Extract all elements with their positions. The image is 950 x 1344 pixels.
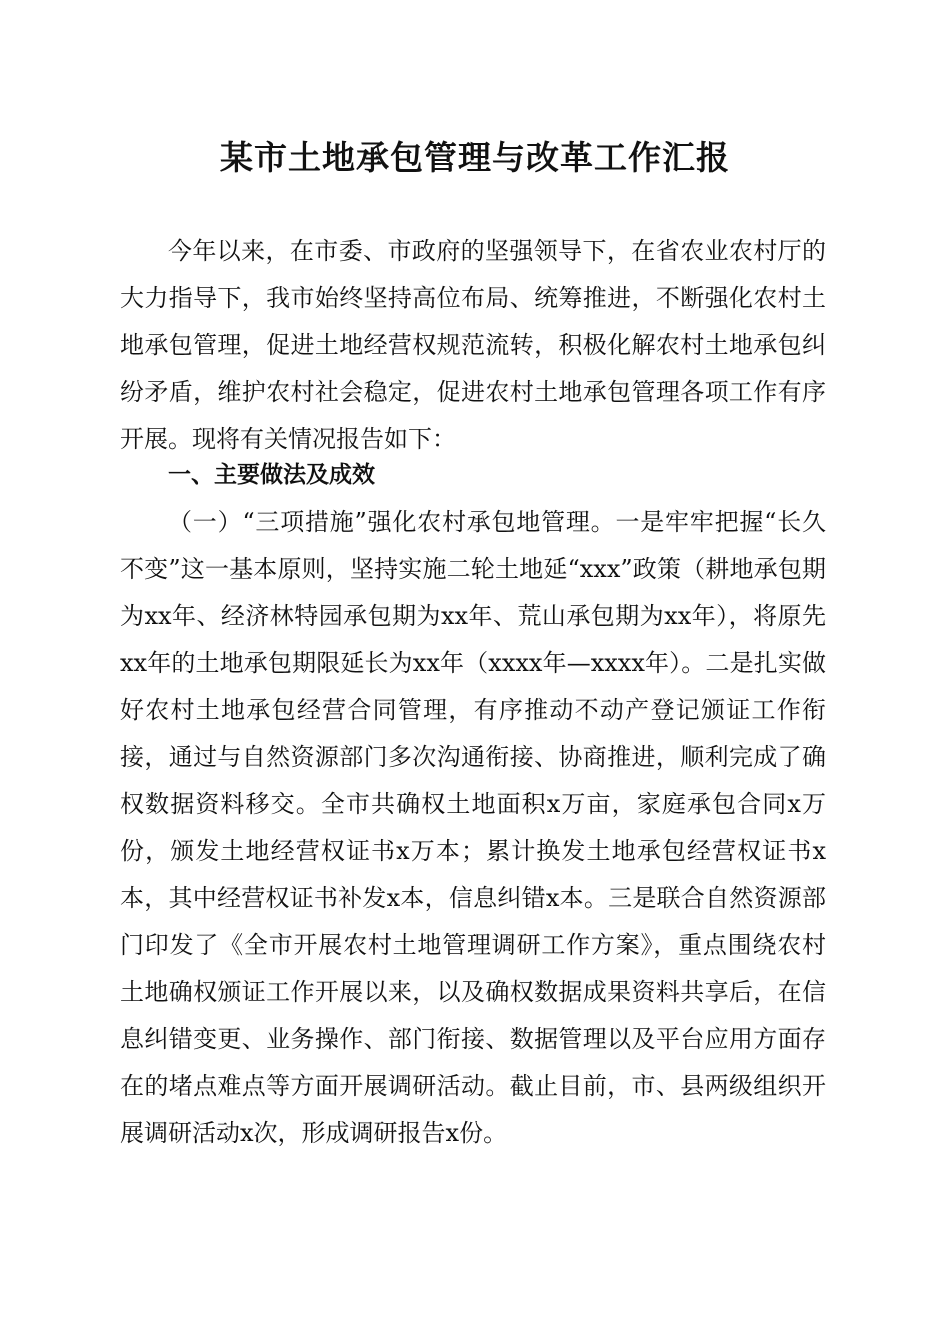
section-heading: 一、主要做法及成效 [168,462,375,488]
subsection-lead: （一）“三项措施”强化农村承包地管理。 [168,508,616,536]
subsection-body: 一是牢牢把握“长久不变”这一基本原则，坚持实施二轮土地延“xxx”政策（耕地承包期为xx年、经济林特园承包期为xx年、荒山承包期为xx年），将原先xx年的土地承包期限延长为xx年（xxxx年—xxxx年）。二是扎实做好农村土地承包经营合同管理，有序推动不动产登记颁证工作衔接，通过与自然资源部门多次沟通衔接、协商推进，顺利完成了确权数据资料移交。全市共确权土地面积x万亩，家庭承包合同x万份，颁发土地经营权证书x万本；累计换发土地承包经营权证书x本，其中经营权证书补发x本，信息纠错x本。三是联合自然资源部门印发了《全市开展农村土地管理调研工作方案》，重点围绕农村土地确权颁证工作开展以来，以及确权数据成果资料共享后，在信息纠错变更、业务操作、部门衔接、数据管理以及平台应用方面存在的堵点难点等方面开展调研活动。截止目前，市、县两级组织开展调研活动x次，形成调研报告x份。 [120,508,826,1147]
document-title: 某市土地承包管理与改革工作汇报 [220,138,730,177]
subsection-paragraph [120,499,826,1157]
intro-paragraph: 今年以来，在市委、市政府的坚强领导下，在省农业农村厅的大力指导下，我市始终坚持高位布局、统筹推进，不断强化农村土地承包管理，促进土地经营权规范流转，积极化解农村土地承包纠纷矛盾，维护农村社会稳定，促进农村土地承包管理各项工作有序开展。现将有关情况报告如下： [120,237,826,453]
